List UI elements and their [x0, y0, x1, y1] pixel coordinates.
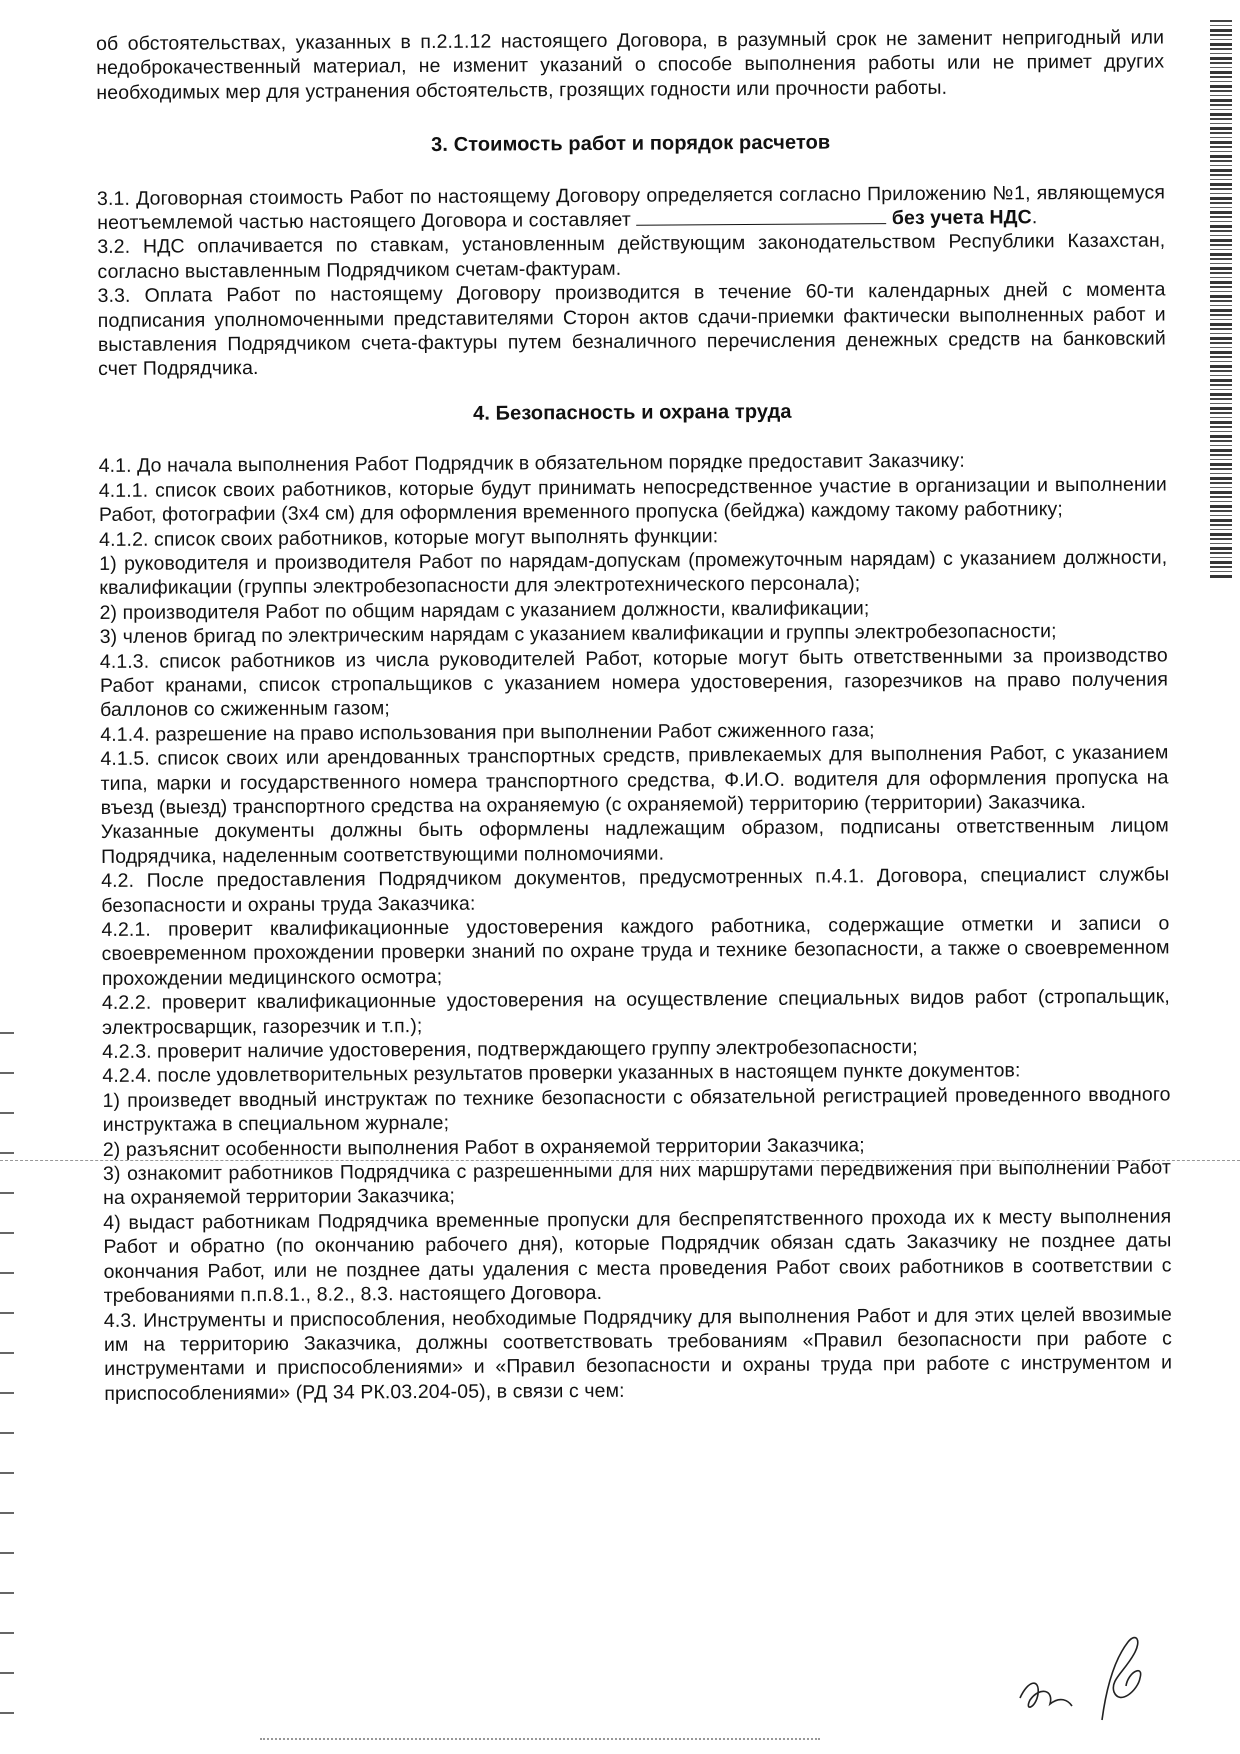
section-4-paragraph: 3) ознакомит работников Подрядчика с разрешенными для них маршрутами передвижения при выполнении Работ на охраняемой территории Заказчика;	[102, 1156, 1172, 1210]
section-4-heading: 4. Безопасность и охрана труда	[473, 400, 792, 425]
section-4-paragraph: 3) членов бригад по электрическим нарядам с указанием квалификации и группы электробезопасности;	[99, 620, 1057, 649]
section-4-paragraph: 4.1.5. список своих или арендованных транспортных средств, привлекаемых для выполнения Работ, с указанием типа, марки и государственного номера транспортного средства, Ф.И.О. водителя для оформления пропуска на въезд (выезд) транспортного средства на охраняемую (с охраняемой) территорию (территории) Заказчика.	[100, 741, 1169, 819]
section-4-body	[99, 448, 1173, 1406]
section-4-paragraph: 2) разъяснит особенности выполнения Работ в охраняемой территории Заказчика;	[102, 1133, 865, 1161]
paragraph-3-1	[97, 180, 1165, 235]
section-4-paragraph: 4.1.4. разрешение на право использования при выполнении Работ сжиженного газа;	[100, 719, 875, 746]
scanner-edge-marks	[0, 1010, 14, 1750]
section-4-paragraph: 4.1.3. список работников из числа руководителей Работ, которые могут быть ответственными за производство Работ кранами, список стропальщиков с указанием номера удостоверения, газорезчиков на право получения баллонов со сжиженным газом;	[99, 643, 1169, 722]
section-4-paragraph: 4.1.1. список своих работников, которые будут принимать непосредственное участие в организации и выполнении Работ, фотографии (3х4 см) для оформления временного пропуска (бейджа) каждому такому работнику;	[98, 473, 1167, 527]
section-4-paragraph: 4) выдаст работникам Подрядчика временные пропуски для беспрепятственного прохода их к месту выполнения Работ и обратно (по окончанию рабочего дня), которые Подрядчик обязан сдать Заказчику не позднее даты окончания Работ, или не позднее даты удаления с места проведения Работ своих работников в соответствии с требованиями п.п.8.1., 8.2., 8.3. настоящего Договора.	[103, 1205, 1172, 1308]
paragraph-3-2: 3.2. НДС оплачивается по ставкам, установленным действующим законодательством Республики Казахстан, согласно выставленным Подрядчиком счетам-фактурам.	[97, 229, 1166, 283]
section-4-paragraph: 2) производителя Работ по общим нарядам с указанием должности, квалификации;	[99, 597, 870, 624]
section-4-paragraph: 4.2.2. проверит квалификационные удостоверения на осуществление специальных видов работ (стропальщик, электросварщик, газорезчик и т.п.);	[101, 985, 1170, 1039]
price-blank-line	[636, 209, 886, 226]
section-4-paragraph: 1) руководителя и производителя Работ по нарядам-допускам (промежуточным нарядам) с указанием должности, квалификации (группы электробезопасности для электротехнического персонала);	[99, 546, 1168, 600]
bottom-dotted-line	[260, 1738, 820, 1740]
section-4-paragraph: 4.3. Инструменты и приспособления, необходимые Подрядчику для выполнения Работ и для этих целей ввозимые им на территорию Заказчика, должны соответствовать требованиям «Правил безопасности при работе с инструментами и приспособлениями» и «Правил безопасности и охраны труда при работе с инструментом и приспособлениями» (РД 34 РК.03.204-05), в связи с чем:	[103, 1302, 1173, 1405]
section-4-paragraph: 4.2. После предоставления Подрядчиком документов, предусмотренных п.4.1. Договора, специалист службы безопасности и охраны труда Заказчика:	[101, 863, 1170, 917]
intro-paragraph: об обстоятельствах, указанных в п.2.1.12 настоящего Договора, в разумный срок не заменит непригодный или недоброкачественный материал, не изменит указаний о способе выполнения работы или не примет других необходимых мер для устранения обстоятельств, грозящих годности или прочности работы.	[96, 26, 1165, 104]
section-4-paragraph: 1) произведет вводный инструктаж по технике безопасности с обязательной регистрацией проведенного вводного инструктажа в специальном журнале;	[102, 1083, 1171, 1137]
document-body	[96, 25, 1172, 1406]
section-4-paragraph: 4.2.3. проверит наличие удостоверения, подтверждающего группу электробезопасности;	[102, 1036, 918, 1064]
section-4-paragraph: 4.2.4. после удовлетворительных результатов проверки указанных в настоящем пункте документов:	[102, 1059, 1021, 1088]
paragraph-3-1-text: 3.1. Договорная стоимость Работ по настоящему Договору определяется согласно Приложению №1, являющемуся неотъемлемой частью настоящего Договора и составляет	[96, 181, 1166, 235]
section-3-heading: 3. Стоимость работ и порядок расчетов	[431, 131, 831, 157]
section-4-paragraph: 4.1.2. список своих работников, которые могут выполнять функции:	[99, 524, 719, 551]
section-4-paragraph: 4.2.1. проверит квалификационные удостоверения каждого работника, содержащие отметки и записи о своевременном прохождении проверки знаний по охране труда и технике безопасности, а также о своевременном прохождении медицинского осмотра;	[101, 912, 1170, 990]
section-4-paragraph: 4.1. До начала выполнения Работ Подрядчик в обязательном порядке предоставит Заказчику:	[98, 449, 965, 478]
paragraph-3-3: 3.3. Оплата Работ по настоящему Договору производится в течение 60-ти календарных дней с момента подписания уполномоченными представителями Сторон актов сдачи-приемки фактически выполненных работ и выставления Подрядчиком счета-фактуры путем безналичного перечисления денежных средств на банковский счет Подрядчика.	[97, 278, 1166, 381]
scanner-barcode-strip	[1210, 20, 1232, 580]
paragraph-3-1-vat: без учета НДС	[886, 206, 1032, 230]
paragraph-3-1-end: .	[1031, 206, 1038, 229]
section-4-paragraph: Указанные документы должны быть оформлены надлежащим образом, подписаны ответственным лицом Подрядчика, наделенным соответствующими полномочиями.	[100, 814, 1169, 868]
handwritten-signature	[1010, 1620, 1170, 1730]
